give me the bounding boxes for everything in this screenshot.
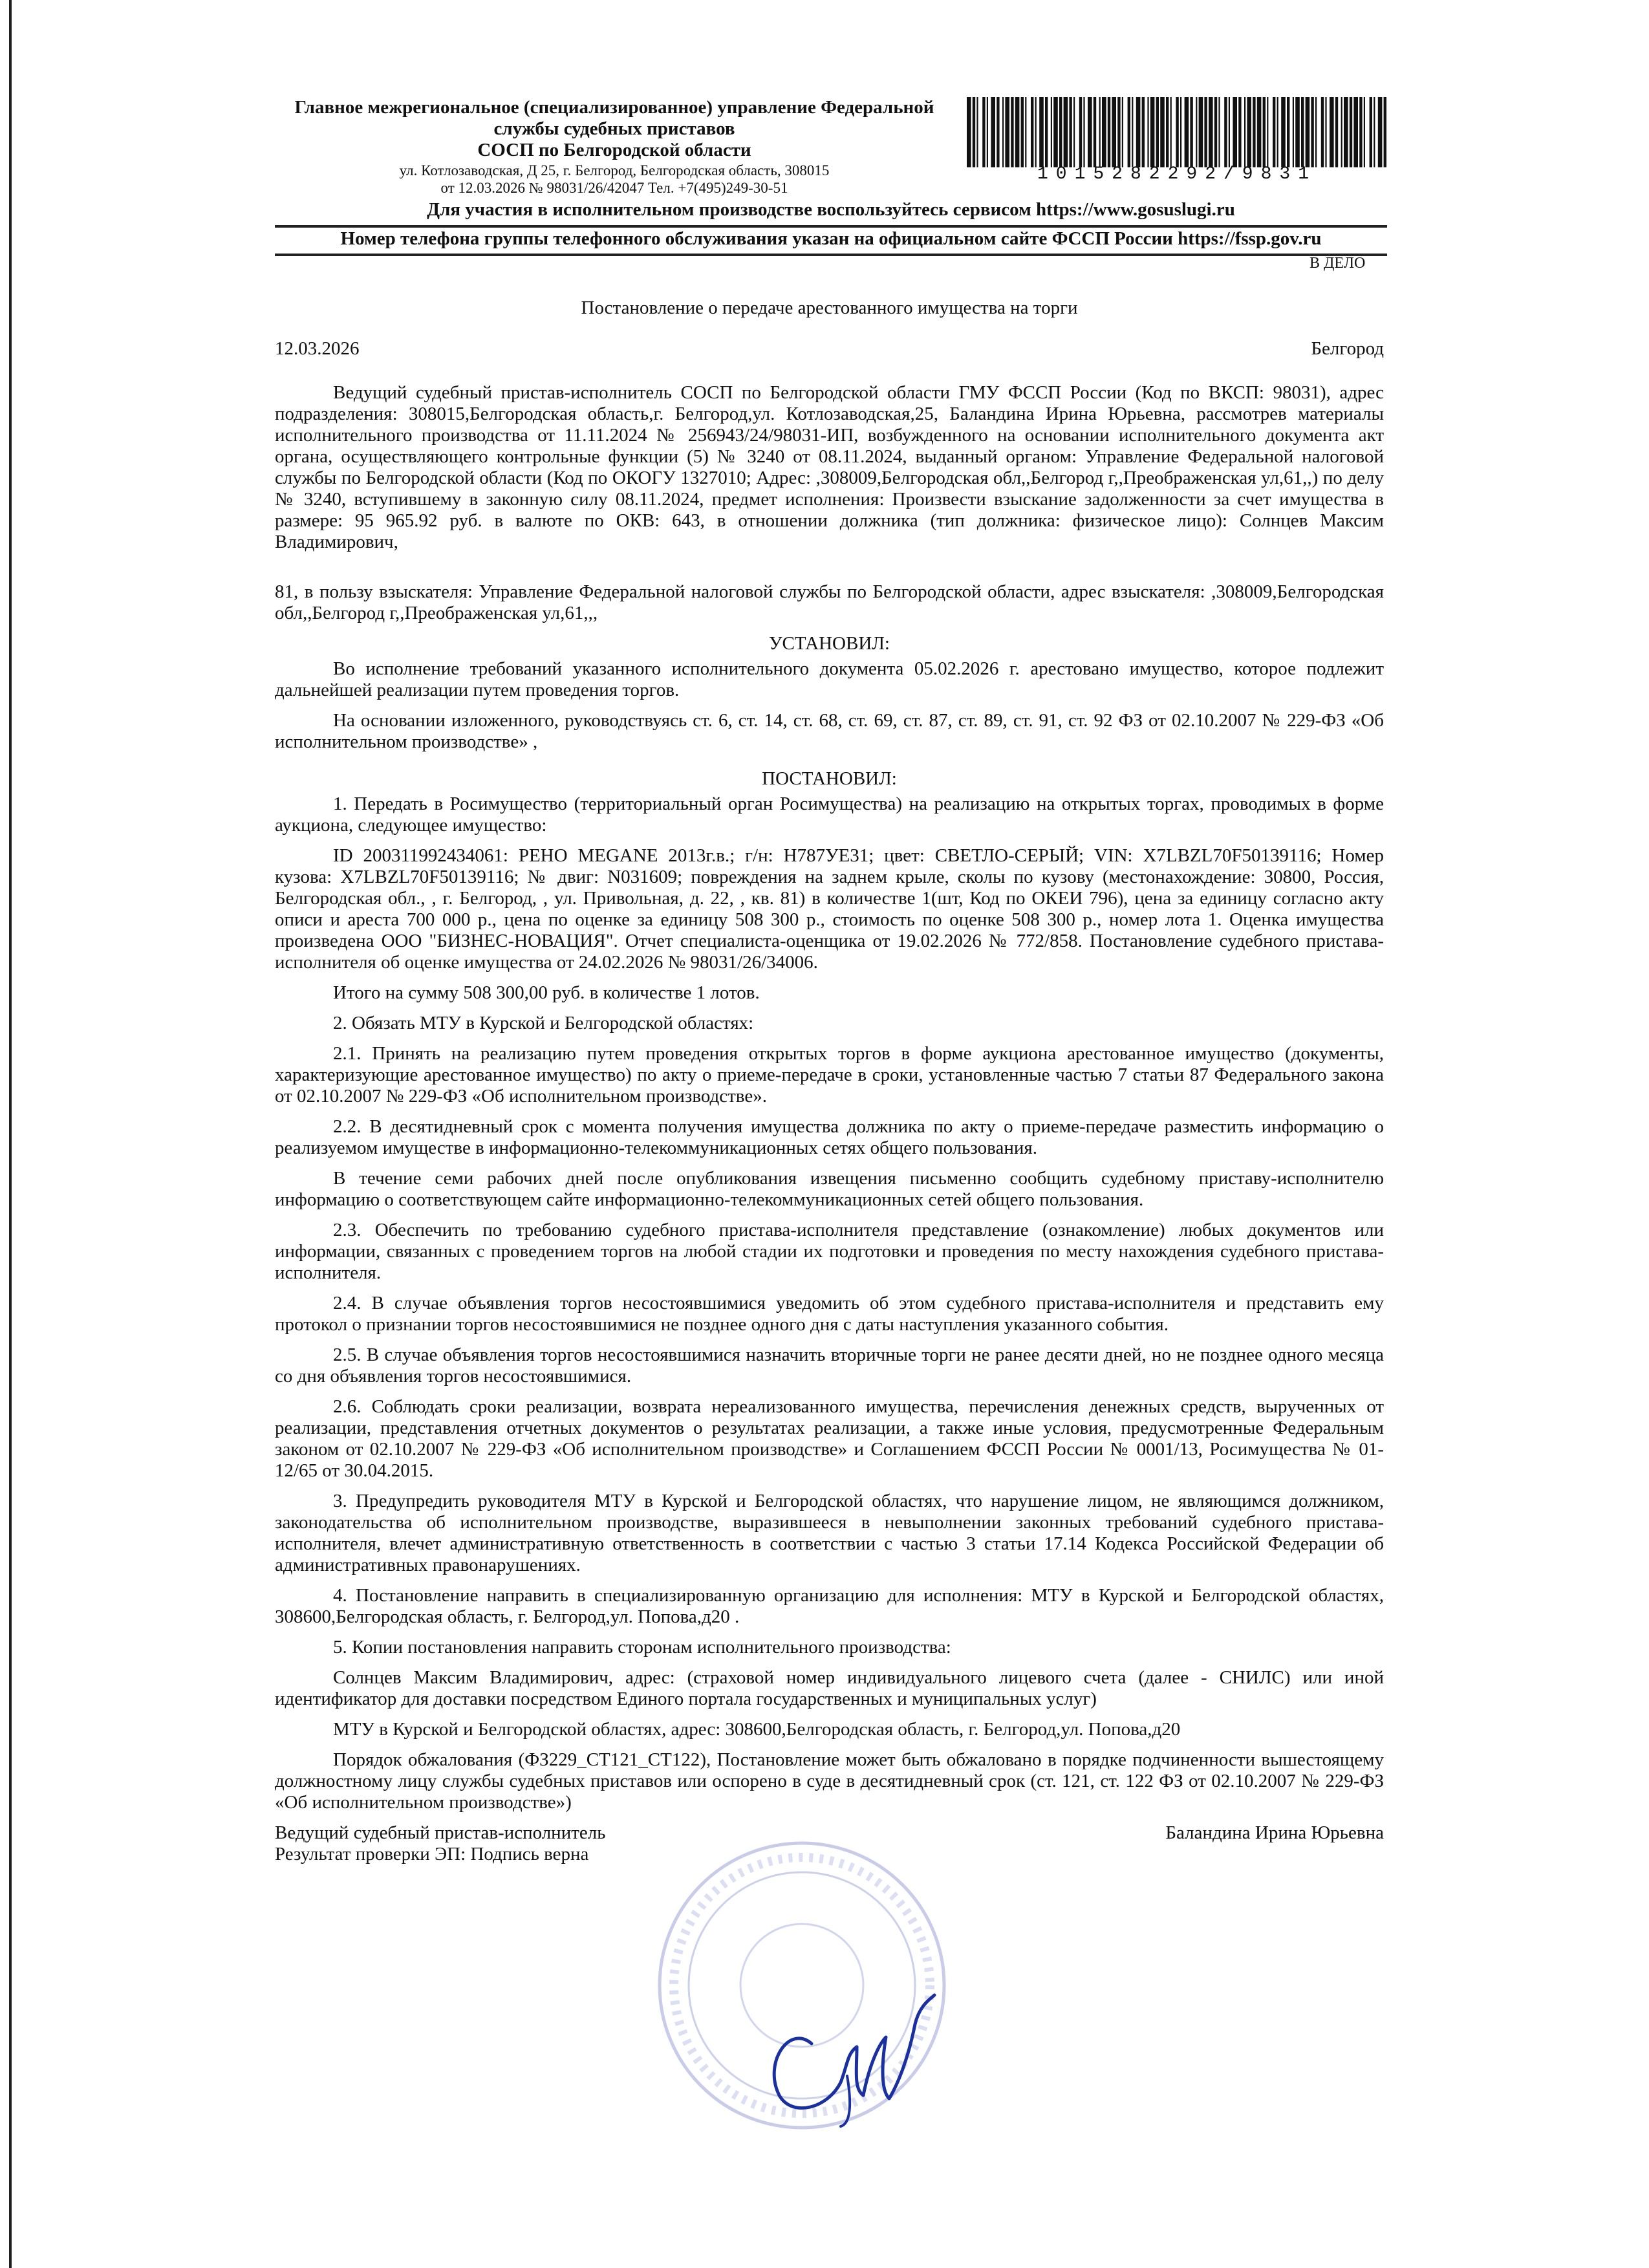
clause-2-5: 2.5. В случае объявления торгов несостоявшимися назначить вторичные торги не ранее десяти дней, но не позднее одного месяца со дня объявления торгов несостоявшимися. bbox=[275, 1345, 1384, 1387]
barcode-bar bbox=[967, 97, 971, 167]
barcode-bar bbox=[1273, 97, 1275, 167]
clause-5: 5. Копии постановления направить сторонам исполнительного производства: bbox=[333, 1637, 951, 1658]
organization-name bbox=[275, 97, 954, 161]
barcode-bar bbox=[1218, 97, 1220, 167]
clause-3: 3. Предупредить руководителя МТУ в Курской и Белгородской областях, что нарушение лицом, не являющимся должником, законодательства об исполнительном производстве, выразившееся в невыполнении законных требований судебного пристава-исполнителя, влечет административную ответственность в соответствии с частью 3 статьи 17.14 Кодекса Российской Федерации об административных правонарушениях. bbox=[275, 1491, 1384, 1575]
barcode-bar bbox=[1214, 97, 1217, 167]
barcode-bar bbox=[1053, 97, 1058, 167]
barcode-bar bbox=[976, 97, 978, 167]
barcode-bar bbox=[1166, 97, 1169, 167]
barcode-bar bbox=[982, 97, 985, 167]
barcode-bar bbox=[1025, 97, 1026, 167]
barcode-bar bbox=[1005, 97, 1009, 167]
barcode-bar bbox=[1321, 97, 1324, 167]
barcode-bar bbox=[1156, 97, 1159, 167]
barcode-bar bbox=[1378, 97, 1383, 167]
scan-edge bbox=[9, 0, 12, 2268]
barcode-bar bbox=[1190, 97, 1192, 167]
document-date: 12.03.2026 bbox=[275, 338, 360, 359]
date-line bbox=[275, 338, 1384, 360]
clause-1: 1. Передать в Росимущество (территориальный орган Росимущества) на реализацию на открытых торгах, проводимых в форме аукциона, следующее имущество: bbox=[275, 794, 1384, 836]
barcode-bar bbox=[1287, 97, 1289, 167]
barcode-bar bbox=[991, 97, 995, 167]
appeal-procedure: Порядок обжалования (ФЗ229_СТ121_СТ122), Постановление может быть обжаловано в порядке подчиненности вышестоящему должностному лицу службы судебных приставов или оспорено в суде в десятидневный срок (ст. 121, ст. 122 ФЗ от 02.10.2007 № 229-ФЗ «Об исполнительном производстве») bbox=[275, 1749, 1384, 1813]
barcode-bar bbox=[1374, 97, 1375, 167]
barcode-bar bbox=[1128, 97, 1130, 167]
barcode-bar bbox=[1073, 97, 1075, 167]
handwritten-signature bbox=[750, 1985, 938, 2128]
barcode-bar bbox=[1306, 97, 1310, 167]
barcode-bar bbox=[1069, 97, 1072, 167]
recipient-mtu: МТУ в Курской и Белгородской областях, адрес: 308600,Белгородская область, г. Белгород,ул. Попова,д20 bbox=[333, 1719, 1181, 1740]
barcode-bar bbox=[997, 97, 999, 167]
org-line-2: службы судебных приставов bbox=[493, 118, 735, 139]
clause-4: 4. Постановление направить в специализированную организацию для исполнения: МТУ в Курской и Белгородской областях, 308600,Белгородская область, г. Белгород,ул. Попова,д20 . bbox=[275, 1585, 1384, 1627]
barcode-bar bbox=[1301, 97, 1304, 167]
barcode-bar bbox=[1011, 97, 1013, 167]
barcode-bar bbox=[1088, 97, 1092, 167]
barcode-bar bbox=[1180, 97, 1181, 167]
barcode-bar bbox=[1039, 97, 1044, 167]
recipient-debtor: Солнцев Максим Владимирович, адрес: (страховой номер индивидуального лицевого счета (далее - СНИЛС) или иной идентификатор для доставки посредством Единого портала государственных и муниципальных услуг) bbox=[275, 1667, 1384, 1709]
barcode-bar bbox=[1132, 97, 1133, 167]
barcode-bar bbox=[1185, 97, 1189, 167]
barcode-bar bbox=[1059, 97, 1062, 167]
barcode-bar bbox=[1204, 97, 1207, 167]
organization-address bbox=[275, 162, 954, 197]
barcode-bar bbox=[1170, 97, 1172, 167]
address-line: ул. Котлозаводская, Д 25, г. Белгород, Белгородская область, 308015 bbox=[399, 162, 830, 178]
barcode-bar bbox=[1330, 97, 1334, 167]
barcode-bar bbox=[1233, 97, 1237, 167]
barcode-bar bbox=[1122, 97, 1123, 167]
archive-mark: В ДЕЛО bbox=[1310, 255, 1366, 272]
barcode-bar bbox=[1031, 97, 1033, 167]
barcode-bar bbox=[1147, 97, 1148, 167]
barcode-bar bbox=[1364, 97, 1365, 167]
barcode-bar bbox=[1224, 97, 1227, 167]
barcode-bar bbox=[1160, 97, 1165, 167]
barcode-bar bbox=[1325, 97, 1326, 167]
barcode-bar bbox=[1002, 97, 1004, 167]
barcode-bar bbox=[1108, 97, 1110, 167]
barcode-bar bbox=[1083, 97, 1084, 167]
barcode-bar bbox=[1238, 97, 1241, 167]
header-divider-top bbox=[275, 225, 1387, 228]
barcode-bar bbox=[1384, 97, 1386, 167]
barcode-bar bbox=[1311, 97, 1313, 167]
document-body bbox=[275, 297, 1384, 1865]
barcode-bar bbox=[1293, 97, 1294, 167]
barcode-bar bbox=[1257, 97, 1262, 167]
barcode-bar bbox=[1196, 97, 1197, 167]
document-title: Постановление о передаче арестованного имущества на торги bbox=[581, 297, 1078, 318]
total-line: Итого на сумму 508 300,00 руб. в количестве 1 лотов. bbox=[333, 982, 760, 1003]
barcode-bar bbox=[987, 97, 988, 167]
heading-postanovil: ПОСТАНОВИЛ: bbox=[762, 768, 897, 789]
intro-paragraph: Ведущий судебный пристав-исполнитель СОСП по Белгородской области ГМУ ФССП России (Код по ВКСП: 98031), адрес подразделения: 308015,Белгородская область,г. Белгород,ул. Котлозаводская,25, Баландина Ирина Юрьевна, рассмотрев материалы исполнительного производства от 11.11.2024 № 256943/24/98031-ИП, возбужденного на основании исполнительного документа акт органа, осуществляющего контрольные функции (5) № 3240 от 08.11.2024, выданный органом: Управление Федеральной налоговой службы по Белгородской области (Код по ОКОГУ 1327010; Адрес: ,308009,Белгородская обл,,Белгород г,,Преображенская ул,61,,) по делу № 3240, вступившему в законную силу 08.11.2024, предмет исполнения: Произвести взыскание задолженности за счет имущества в размере: 95 965.92 руб. в валюте по ОКВ: 643, в отношении должника (тип должника: физическое лицо): Солнцев Максим Владимирович, bbox=[275, 382, 1384, 552]
barcode-bar bbox=[1335, 97, 1338, 167]
barcode-bar bbox=[1350, 97, 1352, 167]
intro-continuation: 81, в пользу взыскателя: Управление Федеральной налоговой службы по Белгородской области, адрес взыскателя: ,308009,Белгородская обл,,Белгород г,,Преображенская ул,61,,, bbox=[275, 581, 1384, 623]
barcode-bar bbox=[1359, 97, 1362, 167]
barcode-bar bbox=[1099, 97, 1101, 167]
barcode-bar bbox=[1117, 97, 1120, 167]
barcode-bar bbox=[973, 97, 975, 167]
barcode-bar bbox=[1209, 97, 1213, 167]
barcode-bar bbox=[1094, 97, 1096, 167]
header-divider-bottom bbox=[275, 254, 1387, 256]
barcode-bar bbox=[1267, 97, 1268, 167]
barcode-bar bbox=[1281, 97, 1286, 167]
signer-name: Баландина Ирина Юрьевна bbox=[1165, 1822, 1384, 1843]
barcode-bar bbox=[1341, 97, 1342, 167]
reference-line: от 12.03.2026 № 98031/26/42047 Тел. +7(495)249-30-51 bbox=[440, 180, 788, 196]
barcode-number: 1015282292/9831 bbox=[1037, 164, 1317, 184]
barcode-bar bbox=[1315, 97, 1317, 167]
barcode-bar bbox=[1079, 97, 1082, 167]
ustanovil-p2: На основании изложенного, руководствуясь ст. 6, ст. 14, ст. 68, ст. 69, ст. 87, ст. 89, ст. 91, ст. 92 ФЗ от 02.10.2007 № 229-ФЗ «Об исполнительном производстве» , bbox=[275, 710, 1384, 752]
clause-2-4: 2.4. В случае объявления торгов несостоявшимися уведомить об этом судебного пристава-исполнителя и представить ему протокол о признании торгов несостоявшимися не позднее одного дня с даты наступления указанного события. bbox=[275, 1293, 1384, 1335]
barcode-bar bbox=[1051, 97, 1052, 167]
barcode-bar bbox=[1229, 97, 1230, 167]
clause-2: 2. Обязать МТУ в Курской и Белгородской областях: bbox=[333, 1013, 754, 1033]
redacted-gap bbox=[275, 562, 1384, 581]
barcode-bar bbox=[1263, 97, 1266, 167]
signer-role: Ведущий судебный пристав-исполнитель bbox=[275, 1822, 606, 1843]
barcode-bar bbox=[1015, 97, 1020, 167]
clause-2-1: 2.1. Принять на реализацию путем проведения открытых торгов в форме аукциона арестованное имущество (документы, характеризующие арестованное имущество) по акту о приеме-передаче в сроки, установленные частью 7 статьи 87 Федерального закона от 02.10.2007 № 229-ФЗ «Об исполнительном производстве». bbox=[275, 1043, 1384, 1107]
barcode-bar bbox=[1344, 97, 1348, 167]
barcode-bar bbox=[1199, 97, 1203, 167]
ustanovil-p1: Во исполнение требований указанного исполнительного документа 05.02.2026 г. арестовано имущество, которое подлежит дальнейшей реализации путем проведения торгов. bbox=[275, 658, 1384, 700]
barcode-bar bbox=[1244, 97, 1245, 167]
clause-2-6: 2.6. Соблюдать сроки реализации, возврата нереализованного имущества, перечисления денежных средств, вырученных от реализации, представления отчетных документов о результатах реализации, а также иные условия, предусмотренные Федеральным законом от 02.10.2007 № 229-ФЗ «Об исполнительном производстве» и Соглашением ФССП России № 0001/13, Росимущества № 01-12/65 от 30.04.2015. bbox=[275, 1396, 1384, 1481]
gosuslugi-notice: Для участия в исполнительном производстве воспользуйтесь сервисом https://www.gosuslugi.ru bbox=[427, 199, 1235, 220]
clause-2-2: 2.2. В десятидневный срок с момента получения имущества должника по акту о приеме-передаче разместить информацию о реализуемом имуществе в информационно-телекоммуникационных сетях общего пользования. bbox=[275, 1116, 1384, 1158]
barcode-bar bbox=[1150, 97, 1155, 167]
org-line-3: СОСП по Белгородской области bbox=[477, 140, 751, 160]
barcode-bar bbox=[1142, 97, 1145, 167]
fssp-phone-notice: Номер телефона группы телефонного обслуживания указан на официальном сайте ФССП России https://fssp.gov.ru bbox=[340, 228, 1322, 249]
property-item: ID 200311992434061: РЕНО MEGANE 2013г.в.; г/н: Н787УЕ31; цвет: СВЕТЛО-СЕРЫЙ; VIN: X7LBZL70F50139116; Номер кузова: X7LBZL70F50139116; № двиг: N031609; повреждения на заднем крыле, сколы по кузову (местонахождение: 30800, Россия, Белгородская обл., , г. Белгород, , ул. Привольная, д. 22, , кв. 81) в количестве 1(шт, Код по ОКЕИ 796), цена за единицу согласно акту описи и ареста 700 000 р., цена по оценке за единицу 508 300 р., стоимость по оценке 508 300 р., номер лота 1. Оценка имущества произведена ООО "БИЗНЕС-НОВАЦИЯ". Отчет специалиста-оценщика от 19.02.2026 № 772/858. Постановление судебного пристава-исполнителя об оценке имущества от 24.02.2026 № 98031/26/34006. bbox=[275, 845, 1384, 973]
barcode-bar bbox=[1112, 97, 1116, 167]
clause-2-3: 2.3. Обеспечить по требованию судебного пристава-исполнителя представление (ознакомление) любых документов или информации, связанных с проведением торгов на любой стадии их подготовки и проведения по месту нахождения судебного пристава-исполнителя. bbox=[275, 1220, 1384, 1283]
ep-check: Результат проверки ЭП: Подпись верна bbox=[275, 1844, 589, 1864]
org-line-1: Главное межрегиональное (специализированное) управление Федеральной bbox=[294, 97, 934, 118]
clause-2-2b: В течение семи рабочих дней после опубликования извещения письменно сообщить судебному приставу-исполнителю информацию о соответствующем сайте информационно-телекоммуникационных сетей общего пользования. bbox=[275, 1168, 1384, 1210]
barcode-bar bbox=[1136, 97, 1141, 167]
barcode-bar bbox=[1253, 97, 1255, 167]
barcode-bar bbox=[1045, 97, 1048, 167]
barcode-bar bbox=[1021, 97, 1024, 167]
barcode-bar bbox=[1176, 97, 1178, 167]
barcode-bar bbox=[1247, 97, 1251, 167]
barcode-bar bbox=[1370, 97, 1372, 167]
heading-ustanovil: УСТАНОВИЛ: bbox=[769, 633, 890, 654]
barcode bbox=[967, 97, 1387, 173]
barcode-bar bbox=[1064, 97, 1068, 167]
barcode-bar bbox=[1295, 97, 1300, 167]
barcode-bar bbox=[1353, 97, 1358, 167]
barcode-bar bbox=[1035, 97, 1037, 167]
document-city: Белгород bbox=[1311, 338, 1384, 359]
barcode-bar bbox=[1102, 97, 1106, 167]
barcode-bar bbox=[1277, 97, 1278, 167]
